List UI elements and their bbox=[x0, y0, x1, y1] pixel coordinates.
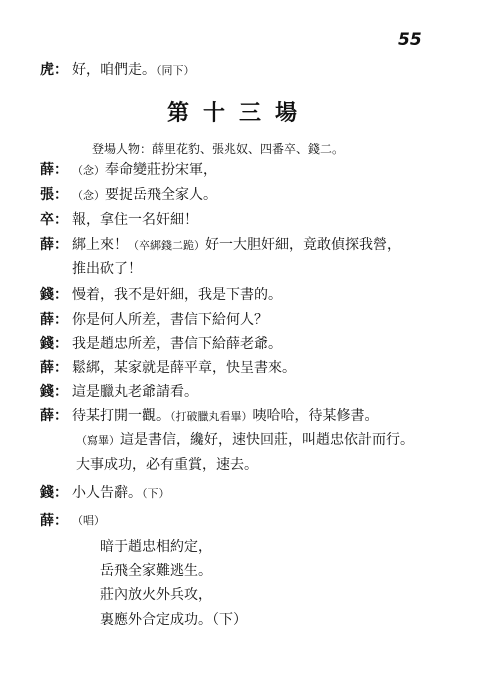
dialogue-text-main: 好一大胆奸細，竟敢偵探我營， bbox=[205, 237, 401, 253]
dialogue-text bbox=[72, 406, 379, 427]
dialogue-text-main: 這是書信，纔好，速快回莊，叫趙忠依計而行。 bbox=[120, 432, 414, 448]
dialogue-text: 鬆綁，某家就是薛平章，快呈書來。 bbox=[72, 360, 296, 376]
dialogue-text-main: 咦哈哈，待某修書。 bbox=[252, 408, 379, 424]
speaker-label: 薛： bbox=[40, 408, 68, 424]
stage-direction: （寫畢） bbox=[76, 434, 120, 447]
speaker-label: 虎： bbox=[40, 62, 68, 78]
verse-line: 暗于趙忠相約定， bbox=[100, 539, 212, 555]
speaker-label: 薛： bbox=[40, 237, 68, 253]
speaker-label: 錢： bbox=[40, 485, 68, 501]
dialogue-text bbox=[72, 185, 217, 206]
cast-list: 登場人物：薛里花豹、張兆奴、四番卒、錢二。 bbox=[92, 142, 345, 156]
speaker-label: 錢： bbox=[40, 287, 68, 303]
dialogue-text-main: 要捉岳飛全家人。 bbox=[105, 187, 217, 203]
dialogue-text: 這是臘丸老爺請看。 bbox=[72, 384, 198, 400]
speaker-label: 張： bbox=[40, 187, 68, 203]
verse-line: 莊內放火外兵攻， bbox=[100, 587, 212, 603]
dialogue-text: 我是趙忠所差，書信下給薛老爺。 bbox=[72, 336, 282, 352]
dialogue-text-main: 奉命變莊扮宋軍， bbox=[105, 162, 217, 178]
stage-direction: （同下） bbox=[156, 64, 195, 77]
dialogue-text-main: 好，咱們走。 bbox=[72, 62, 156, 78]
dialogue-text: 慢着，我不是奸細，我是下書的。 bbox=[72, 287, 282, 303]
scene-title: 第十三場 bbox=[166, 100, 311, 126]
stage-direction: （念） bbox=[72, 164, 105, 177]
speaker-label: 卒： bbox=[40, 212, 68, 228]
stage-direction: （念） bbox=[72, 189, 105, 202]
dialogue-text bbox=[72, 60, 195, 81]
stage-direction: （下） bbox=[142, 487, 170, 500]
dialogue-text bbox=[72, 483, 170, 504]
speaker-label: 錢： bbox=[40, 384, 68, 400]
speaker-label: 薛： bbox=[40, 312, 68, 328]
dialogue-text bbox=[72, 235, 401, 256]
dialogue-text: 大事成功，必有重賞，速去。 bbox=[76, 457, 258, 473]
dialogue-text: 推出砍了！ bbox=[72, 261, 142, 277]
dialogue-text: 你是何人所差，書信下給何人？ bbox=[72, 312, 268, 328]
stage-direction: （卒綁錢二跪） bbox=[128, 239, 205, 252]
speaker-label: 薛： bbox=[40, 513, 68, 529]
dialogue-text bbox=[76, 430, 414, 451]
speaker-label: 薛： bbox=[40, 360, 68, 376]
dialogue-text bbox=[72, 160, 217, 181]
dialogue-text: 報，拿住一名奸細！ bbox=[72, 212, 198, 228]
speaker-label: 錢： bbox=[40, 336, 68, 352]
dialogue-text-main: 綁上來！ bbox=[72, 237, 128, 253]
stage-direction: （打破臘丸看畢） bbox=[170, 410, 253, 423]
speaker-label: 薛： bbox=[40, 162, 68, 178]
page-number: 55 bbox=[398, 30, 422, 50]
dialogue-text-main: 小人告辭。 bbox=[72, 485, 142, 501]
verse-line: 岳飛全家難逃生。 bbox=[100, 563, 212, 579]
verse-line: 裏應外合定成功。（下） bbox=[100, 612, 247, 628]
stage-direction: （唱） bbox=[72, 514, 105, 527]
dialogue-text-main: 待某打開一觀。 bbox=[72, 408, 170, 424]
